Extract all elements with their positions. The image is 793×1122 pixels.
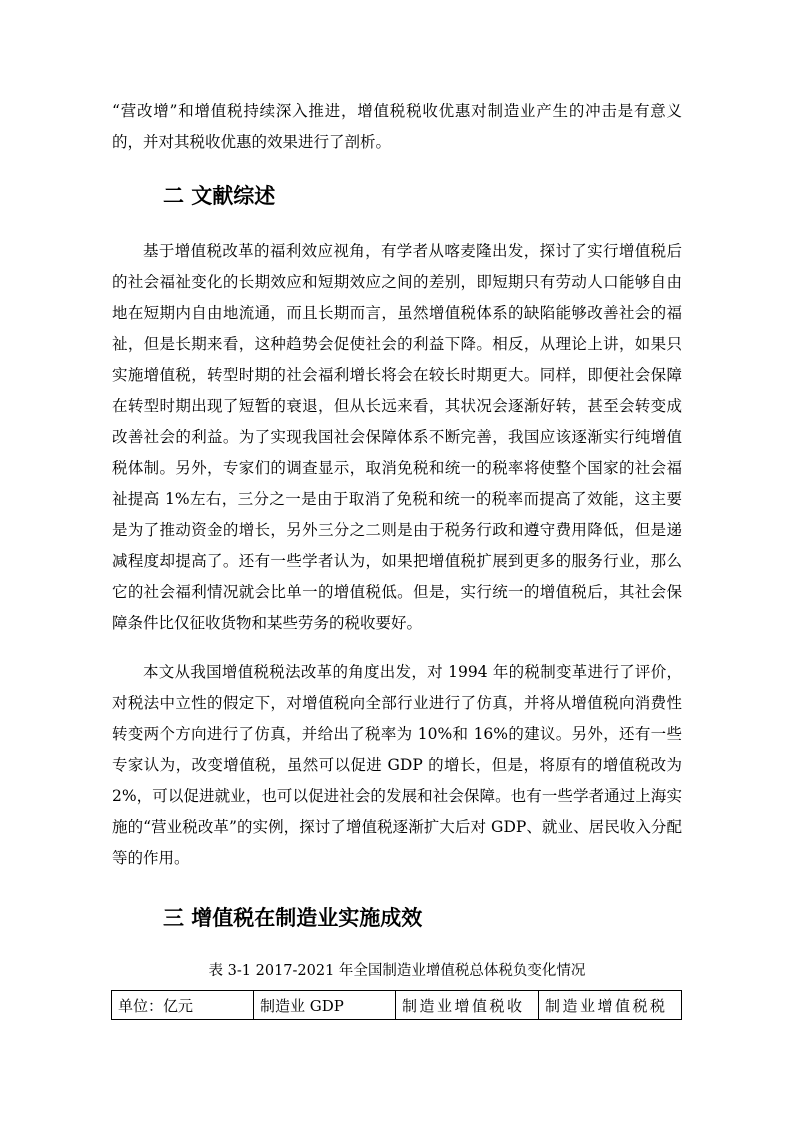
section-heading-literature-review: 二 文献综述 [163,184,276,208]
table-header-row [112,991,682,1020]
table-header-unit: 单位：亿元 [112,991,254,1020]
table-header-gdp: 制造业 GDP [254,991,396,1020]
table-header-vat-burden: 制造业增值税税 [539,991,682,1020]
intro-paragraph: “营改增”和增值税持续深入推进，增值税税收优惠对制造业产生的冲击是有意义的，并对其税收优惠的效果进行了剖析。 [112,102,682,151]
section-heading-implementation: 三 增值税在制造业实施成效 [163,906,423,930]
tax-burden-table [111,990,682,1020]
literature-paragraph-1: 基于增值税改革的福利效应视角，有学者从喀麦隆出发，探讨了实行增值税后的社会福祉变化的长期效应和短期效应之间的差别，即短期只有劳动人口能够自由地在短期内自由地流通，而且长期而言，虽然增值税体系的缺陷能够改善社会的福祉，但是长期来看，这种趋势会促使社会的利益下降。相反，从理论上讲，如果只实施增值税，转型时期的社会福利增长将会在较长时期更大。同样，即便社会保障在转型时期出现了短暂的衰退，但从长远来看，其状况会逐渐好转，甚至会转变成改善社会的利益。为了实现我国社会保障体系不断完善，我国应该逐渐实行纯增值税体制。另外，专家们的调查显示，取消免税和统一的税率将使整个国家的社会福祉提高 1%左右，三分之一是由于取消了免税和统一的税率而提高了效能，这主要是为了推动资金的增长，另外三分之二则是由于税务行政和遵守费用降低，但是递减程度却提高了。还有一些学者认为，如果把增值税扩展到更多的服务行业，那么它的社会福利情况就会比单一的增值税低。但是，实行统一的增值税后，其社会保障条件比仅征收货物和某些劳务的税收要好。 [112,242,682,632]
table-header-vat-revenue: 制造业增值税收 [396,991,539,1020]
literature-paragraph-2: 本文从我国增值税税法改革的角度出发，对 1994 年的税制变革进行了评价，对税法中立性的假定下，对增值税向全部行业进行了仿真，并将从增值税向消费性转变两个方向进行了仿真，并给出了税率为 10%和 16%的建议。另外，还有一些专家认为，改变增值税，虽然可以促进 GDP 的增长，但是，将原有的增值税改为 2%，可以促进就业，也可以促进社会的发展和社会保障。也有一些学者通过上海实施的“营业税改革”的实例，探讨了增值税逐渐扩大后对 GDP、就业、居民收入分配等的作用。 [112,663,682,867]
table-caption: 表 3-1 2017-2021 年全国制造业增值税总体税负变化情况 [208,963,586,979]
